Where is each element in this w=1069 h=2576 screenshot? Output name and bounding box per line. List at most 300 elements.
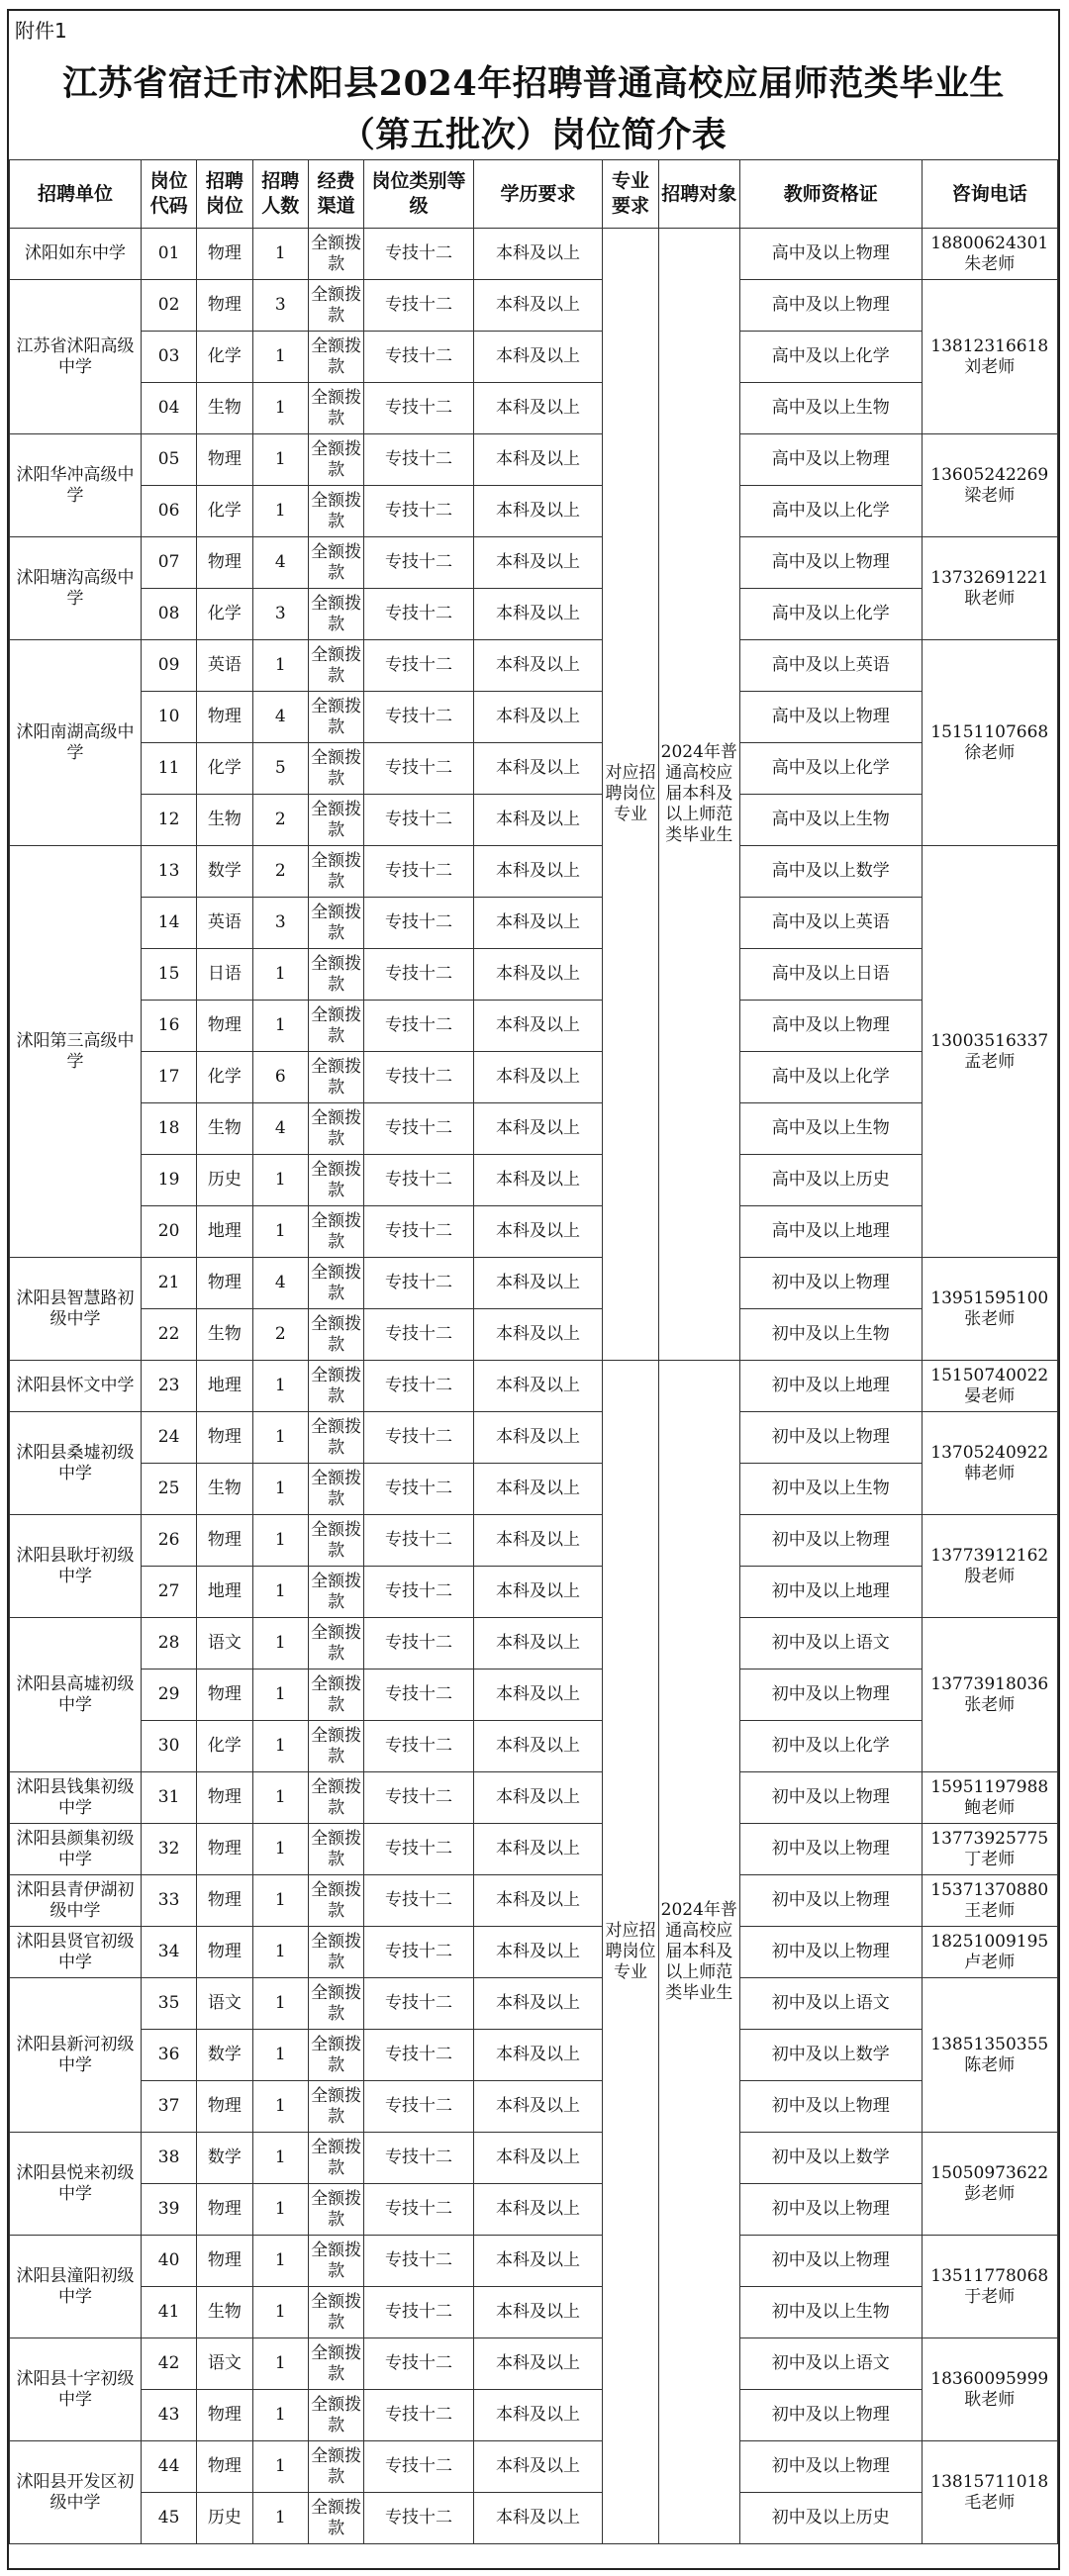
funding-cell: 全额拨款 bbox=[308, 383, 363, 434]
table-row bbox=[10, 229, 1058, 280]
funding-cell: 全额拨款 bbox=[308, 1206, 363, 1258]
table-row bbox=[10, 2287, 1058, 2338]
table-row bbox=[10, 1618, 1058, 1670]
table-row bbox=[10, 743, 1058, 795]
education-cell: 本科及以上 bbox=[473, 743, 603, 795]
position-code-cell: 10 bbox=[141, 692, 196, 743]
position-code-cell: 11 bbox=[141, 743, 196, 795]
table-row bbox=[10, 332, 1058, 383]
education-cell: 本科及以上 bbox=[473, 1772, 603, 1824]
hire-count-cell: 1 bbox=[252, 434, 308, 486]
header-major: 专业要求 bbox=[603, 160, 658, 229]
education-cell: 本科及以上 bbox=[473, 1001, 603, 1052]
funding-cell: 全额拨款 bbox=[308, 1927, 363, 1978]
position-code-cell: 43 bbox=[141, 2390, 196, 2441]
unit-name-cell: 沭阳县高墟初级中学 bbox=[10, 1618, 142, 1772]
hire-count-cell: 3 bbox=[252, 280, 308, 332]
position-subject-cell: 语文 bbox=[197, 2338, 252, 2390]
education-cell: 本科及以上 bbox=[473, 2390, 603, 2441]
position-subject-cell: 物理 bbox=[197, 1258, 252, 1309]
unit-name-cell: 沭阳县十字初级中学 bbox=[10, 2338, 142, 2441]
category-cell: 专技十二 bbox=[364, 1309, 473, 1361]
education-cell: 本科及以上 bbox=[473, 2493, 603, 2544]
position-subject-cell: 物理 bbox=[197, 280, 252, 332]
education-cell: 本科及以上 bbox=[473, 1309, 603, 1361]
document-title bbox=[9, 58, 1058, 161]
education-cell: 本科及以上 bbox=[473, 2441, 603, 2493]
teacher-cert-cell: 初中及以上地理 bbox=[739, 1567, 922, 1618]
position-code-cell: 32 bbox=[141, 1824, 196, 1875]
position-code-cell: 24 bbox=[141, 1412, 196, 1464]
unit-name-cell: 沭阳县开发区初级中学 bbox=[10, 2441, 142, 2544]
education-cell: 本科及以上 bbox=[473, 1258, 603, 1309]
category-cell: 专技十二 bbox=[364, 434, 473, 486]
position-subject-cell: 语文 bbox=[197, 1618, 252, 1670]
title-line-1: 江苏省宿迁市沭阳县2024年招聘普通高校应届师范类毕业生 bbox=[62, 63, 1005, 104]
position-code-cell: 38 bbox=[141, 2133, 196, 2184]
position-subject-cell: 物理 bbox=[197, 2081, 252, 2133]
contact-phone-cell: 15151107668 徐老师 bbox=[922, 640, 1057, 846]
header-cert: 教师资格证 bbox=[739, 160, 922, 229]
teacher-cert-cell: 高中及以上化学 bbox=[739, 1052, 922, 1103]
hire-count-cell: 1 bbox=[252, 2184, 308, 2236]
header-position: 招聘岗位 bbox=[197, 160, 252, 229]
hire-count-cell: 1 bbox=[252, 1670, 308, 1721]
table-row bbox=[10, 1258, 1058, 1309]
hire-count-cell: 1 bbox=[252, 486, 308, 537]
education-cell: 本科及以上 bbox=[473, 846, 603, 898]
teacher-cert-cell: 初中及以上地理 bbox=[739, 1361, 922, 1412]
position-code-cell: 16 bbox=[141, 1001, 196, 1052]
funding-cell: 全额拨款 bbox=[308, 537, 363, 589]
table-row bbox=[10, 2338, 1058, 2390]
position-subject-cell: 物理 bbox=[197, 2236, 252, 2287]
position-code-cell: 39 bbox=[141, 2184, 196, 2236]
teacher-cert-cell: 初中及以上物理 bbox=[739, 2390, 922, 2441]
unit-name-cell: 沭阳县潼阳初级中学 bbox=[10, 2236, 142, 2338]
education-cell: 本科及以上 bbox=[473, 537, 603, 589]
funding-cell: 全额拨款 bbox=[308, 589, 363, 640]
position-subject-cell: 物理 bbox=[197, 1875, 252, 1927]
education-cell: 本科及以上 bbox=[473, 2287, 603, 2338]
header-contact: 咨询电话 bbox=[922, 160, 1057, 229]
hire-count-cell: 4 bbox=[252, 1258, 308, 1309]
education-cell: 本科及以上 bbox=[473, 1103, 603, 1155]
category-cell: 专技十二 bbox=[364, 1875, 473, 1927]
unit-name-cell: 沭阳县智慧路初级中学 bbox=[10, 1258, 142, 1361]
table-row bbox=[10, 589, 1058, 640]
education-cell: 本科及以上 bbox=[473, 1721, 603, 1772]
hire-count-cell: 1 bbox=[252, 1567, 308, 1618]
table-row bbox=[10, 1824, 1058, 1875]
position-subject-cell: 语文 bbox=[197, 1978, 252, 2030]
position-subject-cell: 生物 bbox=[197, 1309, 252, 1361]
hire-count-cell: 1 bbox=[252, 229, 308, 280]
teacher-cert-cell: 高中及以上物理 bbox=[739, 1001, 922, 1052]
position-subject-cell: 数学 bbox=[197, 2030, 252, 2081]
position-subject-cell: 生物 bbox=[197, 1103, 252, 1155]
unit-name-cell: 沭阳县耿圩初级中学 bbox=[10, 1515, 142, 1618]
table-row bbox=[10, 280, 1058, 332]
teacher-cert-cell: 初中及以上物理 bbox=[739, 2441, 922, 2493]
position-code-cell: 37 bbox=[141, 2081, 196, 2133]
category-cell: 专技十二 bbox=[364, 332, 473, 383]
funding-cell: 全额拨款 bbox=[308, 1052, 363, 1103]
major-requirement-cell: 对应招聘岗位专业 bbox=[603, 229, 658, 1361]
table-row bbox=[10, 2441, 1058, 2493]
position-subject-cell: 物理 bbox=[197, 1515, 252, 1567]
position-code-cell: 27 bbox=[141, 1567, 196, 1618]
hire-count-cell: 1 bbox=[252, 949, 308, 1001]
funding-cell: 全额拨款 bbox=[308, 229, 363, 280]
header-row bbox=[10, 160, 1058, 229]
hire-count-cell: 1 bbox=[252, 2441, 308, 2493]
teacher-cert-cell: 高中及以上生物 bbox=[739, 383, 922, 434]
teacher-cert-cell: 高中及以上物理 bbox=[739, 537, 922, 589]
education-cell: 本科及以上 bbox=[473, 1412, 603, 1464]
education-cell: 本科及以上 bbox=[473, 1464, 603, 1515]
position-code-cell: 44 bbox=[141, 2441, 196, 2493]
contact-phone-cell: 15371370880 王老师 bbox=[922, 1875, 1057, 1927]
category-cell: 专技十二 bbox=[364, 1824, 473, 1875]
position-subject-cell: 地理 bbox=[197, 1206, 252, 1258]
table-row bbox=[10, 949, 1058, 1001]
category-cell: 专技十二 bbox=[364, 2184, 473, 2236]
position-subject-cell: 物理 bbox=[197, 1772, 252, 1824]
category-cell: 专技十二 bbox=[364, 537, 473, 589]
education-cell: 本科及以上 bbox=[473, 1361, 603, 1412]
category-cell: 专技十二 bbox=[364, 1772, 473, 1824]
table-row bbox=[10, 2133, 1058, 2184]
teacher-cert-cell: 初中及以上生物 bbox=[739, 2287, 922, 2338]
table-row bbox=[10, 2081, 1058, 2133]
category-cell: 专技十二 bbox=[364, 1978, 473, 2030]
position-code-cell: 40 bbox=[141, 2236, 196, 2287]
funding-cell: 全额拨款 bbox=[308, 1618, 363, 1670]
unit-name-cell: 沭阳第三高级中学 bbox=[10, 846, 142, 1258]
table-row bbox=[10, 1875, 1058, 1927]
header-education: 学历要求 bbox=[473, 160, 603, 229]
funding-cell: 全额拨款 bbox=[308, 2493, 363, 2544]
table-row bbox=[10, 537, 1058, 589]
contact-phone-cell: 13815711018 毛老师 bbox=[922, 2441, 1057, 2544]
category-cell: 专技十二 bbox=[364, 229, 473, 280]
contact-phone-cell: 13732691221 耿老师 bbox=[922, 537, 1057, 640]
teacher-cert-cell: 初中及以上历史 bbox=[739, 2493, 922, 2544]
category-cell: 专技十二 bbox=[364, 743, 473, 795]
table-row bbox=[10, 2493, 1058, 2544]
unit-name-cell: 沭阳县贤官初级中学 bbox=[10, 1927, 142, 1978]
positions-table bbox=[9, 159, 1058, 2544]
contact-phone-cell: 18800624301 朱老师 bbox=[922, 229, 1057, 280]
category-cell: 专技十二 bbox=[364, 2236, 473, 2287]
position-code-cell: 20 bbox=[141, 1206, 196, 1258]
position-subject-cell: 数学 bbox=[197, 2133, 252, 2184]
hire-count-cell: 1 bbox=[252, 1618, 308, 1670]
position-subject-cell: 物理 bbox=[197, 1670, 252, 1721]
hire-count-cell: 4 bbox=[252, 537, 308, 589]
header-funding: 经费渠道 bbox=[308, 160, 363, 229]
hire-count-cell: 1 bbox=[252, 2236, 308, 2287]
education-cell: 本科及以上 bbox=[473, 1824, 603, 1875]
education-cell: 本科及以上 bbox=[473, 589, 603, 640]
position-subject-cell: 物理 bbox=[197, 1001, 252, 1052]
education-cell: 本科及以上 bbox=[473, 1052, 603, 1103]
position-subject-cell: 日语 bbox=[197, 949, 252, 1001]
category-cell: 专技十二 bbox=[364, 1721, 473, 1772]
position-subject-cell: 物理 bbox=[197, 1412, 252, 1464]
table-row bbox=[10, 1670, 1058, 1721]
funding-cell: 全额拨款 bbox=[308, 1258, 363, 1309]
table-row bbox=[10, 1412, 1058, 1464]
position-code-cell: 33 bbox=[141, 1875, 196, 1927]
funding-cell: 全额拨款 bbox=[308, 949, 363, 1001]
hire-count-cell: 1 bbox=[252, 332, 308, 383]
hire-count-cell: 1 bbox=[252, 383, 308, 434]
category-cell: 专技十二 bbox=[364, 383, 473, 434]
education-cell: 本科及以上 bbox=[473, 2081, 603, 2133]
hire-count-cell: 1 bbox=[252, 1206, 308, 1258]
teacher-cert-cell: 初中及以上物理 bbox=[739, 1875, 922, 1927]
category-cell: 专技十二 bbox=[364, 1103, 473, 1155]
education-cell: 本科及以上 bbox=[473, 2184, 603, 2236]
category-cell: 专技十二 bbox=[364, 2030, 473, 2081]
table-row bbox=[10, 486, 1058, 537]
table-row bbox=[10, 1361, 1058, 1412]
category-cell: 专技十二 bbox=[364, 1001, 473, 1052]
teacher-cert-cell: 高中及以上数学 bbox=[739, 846, 922, 898]
teacher-cert-cell: 初中及以上物理 bbox=[739, 1670, 922, 1721]
teacher-cert-cell: 初中及以上物理 bbox=[739, 1258, 922, 1309]
position-code-cell: 36 bbox=[141, 2030, 196, 2081]
position-code-cell: 35 bbox=[141, 1978, 196, 2030]
position-code-cell: 30 bbox=[141, 1721, 196, 1772]
hire-count-cell: 1 bbox=[252, 1978, 308, 2030]
position-code-cell: 09 bbox=[141, 640, 196, 692]
position-subject-cell: 化学 bbox=[197, 743, 252, 795]
hire-count-cell: 1 bbox=[252, 1464, 308, 1515]
position-subject-cell: 物理 bbox=[197, 1824, 252, 1875]
category-cell: 专技十二 bbox=[364, 280, 473, 332]
category-cell: 专技十二 bbox=[364, 898, 473, 949]
position-subject-cell: 化学 bbox=[197, 332, 252, 383]
teacher-cert-cell: 初中及以上语文 bbox=[739, 2338, 922, 2390]
category-cell: 专技十二 bbox=[364, 1618, 473, 1670]
contact-phone-cell: 15050973622 彭老师 bbox=[922, 2133, 1057, 2236]
education-cell: 本科及以上 bbox=[473, 1875, 603, 1927]
hire-count-cell: 1 bbox=[252, 2338, 308, 2390]
position-code-cell: 31 bbox=[141, 1772, 196, 1824]
teacher-cert-cell: 高中及以上生物 bbox=[739, 1103, 922, 1155]
funding-cell: 全额拨款 bbox=[308, 1978, 363, 2030]
funding-cell: 全额拨款 bbox=[308, 1309, 363, 1361]
table-row bbox=[10, 2184, 1058, 2236]
table-row bbox=[10, 1772, 1058, 1824]
hire-count-cell: 1 bbox=[252, 640, 308, 692]
table-row bbox=[10, 1978, 1058, 2030]
category-cell: 专技十二 bbox=[364, 1206, 473, 1258]
funding-cell: 全额拨款 bbox=[308, 2133, 363, 2184]
teacher-cert-cell: 初中及以上物理 bbox=[739, 2236, 922, 2287]
table-row bbox=[10, 846, 1058, 898]
funding-cell: 全额拨款 bbox=[308, 1875, 363, 1927]
hire-count-cell: 1 bbox=[252, 2030, 308, 2081]
category-cell: 专技十二 bbox=[364, 846, 473, 898]
education-cell: 本科及以上 bbox=[473, 229, 603, 280]
hire-count-cell: 2 bbox=[252, 846, 308, 898]
funding-cell: 全额拨款 bbox=[308, 434, 363, 486]
education-cell: 本科及以上 bbox=[473, 1670, 603, 1721]
title-line-2: （第五批次）岗位简介表 bbox=[340, 115, 728, 155]
position-subject-cell: 生物 bbox=[197, 795, 252, 846]
teacher-cert-cell: 初中及以上物理 bbox=[739, 1772, 922, 1824]
teacher-cert-cell: 高中及以上物理 bbox=[739, 434, 922, 486]
hire-count-cell: 1 bbox=[252, 1001, 308, 1052]
contact-phone-cell: 13773925775 丁老师 bbox=[922, 1824, 1057, 1875]
hire-count-cell: 1 bbox=[252, 2390, 308, 2441]
category-cell: 专技十二 bbox=[364, 640, 473, 692]
teacher-cert-cell: 初中及以上语文 bbox=[739, 1978, 922, 2030]
position-subject-cell: 化学 bbox=[197, 486, 252, 537]
table-body bbox=[10, 229, 1058, 2544]
teacher-cert-cell: 高中及以上历史 bbox=[739, 1155, 922, 1206]
education-cell: 本科及以上 bbox=[473, 1618, 603, 1670]
funding-cell: 全额拨款 bbox=[308, 1155, 363, 1206]
table-row bbox=[10, 692, 1058, 743]
funding-cell: 全额拨款 bbox=[308, 2390, 363, 2441]
category-cell: 专技十二 bbox=[364, 486, 473, 537]
funding-cell: 全额拨款 bbox=[308, 1001, 363, 1052]
funding-cell: 全额拨款 bbox=[308, 640, 363, 692]
hire-count-cell: 1 bbox=[252, 1772, 308, 1824]
table-row bbox=[10, 383, 1058, 434]
category-cell: 专技十二 bbox=[364, 1464, 473, 1515]
funding-cell: 全额拨款 bbox=[308, 1670, 363, 1721]
unit-name-cell: 沭阳塘沟高级中学 bbox=[10, 537, 142, 640]
table-row bbox=[10, 1206, 1058, 1258]
funding-cell: 全额拨款 bbox=[308, 1464, 363, 1515]
unit-name-cell: 沭阳南湖高级中学 bbox=[10, 640, 142, 846]
teacher-cert-cell: 初中及以上物理 bbox=[739, 1927, 922, 1978]
teacher-cert-cell: 高中及以上物理 bbox=[739, 229, 922, 280]
position-code-cell: 22 bbox=[141, 1309, 196, 1361]
funding-cell: 全额拨款 bbox=[308, 1567, 363, 1618]
contact-phone-cell: 13773918036 张老师 bbox=[922, 1618, 1057, 1772]
table-row bbox=[10, 1155, 1058, 1206]
funding-cell: 全额拨款 bbox=[308, 1103, 363, 1155]
teacher-cert-cell: 高中及以上化学 bbox=[739, 589, 922, 640]
position-code-cell: 28 bbox=[141, 1618, 196, 1670]
unit-name-cell: 沭阳县怀文中学 bbox=[10, 1361, 142, 1412]
funding-cell: 全额拨款 bbox=[308, 2081, 363, 2133]
unit-name-cell: 沭阳华冲高级中学 bbox=[10, 434, 142, 537]
hire-count-cell: 1 bbox=[252, 1412, 308, 1464]
category-cell: 专技十二 bbox=[364, 1258, 473, 1309]
funding-cell: 全额拨款 bbox=[308, 2236, 363, 2287]
category-cell: 专技十二 bbox=[364, 692, 473, 743]
position-subject-cell: 历史 bbox=[197, 2493, 252, 2544]
position-subject-cell: 化学 bbox=[197, 589, 252, 640]
unit-name-cell: 沭阳县新河初级中学 bbox=[10, 1978, 142, 2133]
hire-count-cell: 6 bbox=[252, 1052, 308, 1103]
funding-cell: 全额拨款 bbox=[308, 2030, 363, 2081]
funding-cell: 全额拨款 bbox=[308, 2184, 363, 2236]
position-subject-cell: 物理 bbox=[197, 2390, 252, 2441]
table-row bbox=[10, 1515, 1058, 1567]
teacher-cert-cell: 高中及以上生物 bbox=[739, 795, 922, 846]
position-code-cell: 06 bbox=[141, 486, 196, 537]
hire-count-cell: 1 bbox=[252, 2081, 308, 2133]
position-code-cell: 05 bbox=[141, 434, 196, 486]
position-subject-cell: 英语 bbox=[197, 898, 252, 949]
funding-cell: 全额拨款 bbox=[308, 2287, 363, 2338]
category-cell: 专技十二 bbox=[364, 1361, 473, 1412]
education-cell: 本科及以上 bbox=[473, 2236, 603, 2287]
education-cell: 本科及以上 bbox=[473, 795, 603, 846]
contact-phone-cell: 13851350355 陈老师 bbox=[922, 1978, 1057, 2133]
category-cell: 专技十二 bbox=[364, 2287, 473, 2338]
recruit-target-cell: 2024年普通高校应届本科及以上师范类毕业生 bbox=[658, 229, 739, 1361]
category-cell: 专技十二 bbox=[364, 949, 473, 1001]
category-cell: 专技十二 bbox=[364, 1567, 473, 1618]
teacher-cert-cell: 高中及以上地理 bbox=[739, 1206, 922, 1258]
position-subject-cell: 生物 bbox=[197, 383, 252, 434]
education-cell: 本科及以上 bbox=[473, 1206, 603, 1258]
category-cell: 专技十二 bbox=[364, 1412, 473, 1464]
position-subject-cell: 地理 bbox=[197, 1361, 252, 1412]
position-code-cell: 34 bbox=[141, 1927, 196, 1978]
education-cell: 本科及以上 bbox=[473, 1515, 603, 1567]
category-cell: 专技十二 bbox=[364, 1155, 473, 1206]
hire-count-cell: 4 bbox=[252, 1103, 308, 1155]
teacher-cert-cell: 初中及以上物理 bbox=[739, 1412, 922, 1464]
funding-cell: 全额拨款 bbox=[308, 332, 363, 383]
category-cell: 专技十二 bbox=[364, 1670, 473, 1721]
contact-phone-cell: 15951197988 鲍老师 bbox=[922, 1772, 1057, 1824]
unit-name-cell: 沭阳县钱集初级中学 bbox=[10, 1772, 142, 1824]
header-count: 招聘人数 bbox=[252, 160, 308, 229]
education-cell: 本科及以上 bbox=[473, 280, 603, 332]
teacher-cert-cell: 高中及以上物理 bbox=[739, 280, 922, 332]
education-cell: 本科及以上 bbox=[473, 486, 603, 537]
funding-cell: 全额拨款 bbox=[308, 1721, 363, 1772]
position-subject-cell: 物理 bbox=[197, 2184, 252, 2236]
teacher-cert-cell: 高中及以上物理 bbox=[739, 692, 922, 743]
education-cell: 本科及以上 bbox=[473, 640, 603, 692]
unit-name-cell: 沭阳县悦来初级中学 bbox=[10, 2133, 142, 2236]
table-row bbox=[10, 2236, 1058, 2287]
contact-phone-cell: 18360095999 耿老师 bbox=[922, 2338, 1057, 2441]
hire-count-cell: 1 bbox=[252, 1927, 308, 1978]
position-code-cell: 18 bbox=[141, 1103, 196, 1155]
position-code-cell: 29 bbox=[141, 1670, 196, 1721]
table-row bbox=[10, 2030, 1058, 2081]
unit-name-cell: 沭阳县青伊湖初级中学 bbox=[10, 1875, 142, 1927]
position-subject-cell: 物理 bbox=[197, 537, 252, 589]
category-cell: 专技十二 bbox=[364, 1052, 473, 1103]
position-subject-cell: 地理 bbox=[197, 1567, 252, 1618]
recruitment-sheet bbox=[7, 9, 1060, 2570]
teacher-cert-cell: 高中及以上日语 bbox=[739, 949, 922, 1001]
funding-cell: 全额拨款 bbox=[308, 1515, 363, 1567]
funding-cell: 全额拨款 bbox=[308, 846, 363, 898]
education-cell: 本科及以上 bbox=[473, 383, 603, 434]
position-subject-cell: 化学 bbox=[197, 1721, 252, 1772]
table-row bbox=[10, 1103, 1058, 1155]
hire-count-cell: 2 bbox=[252, 1309, 308, 1361]
table-row bbox=[10, 795, 1058, 846]
funding-cell: 全额拨款 bbox=[308, 1361, 363, 1412]
